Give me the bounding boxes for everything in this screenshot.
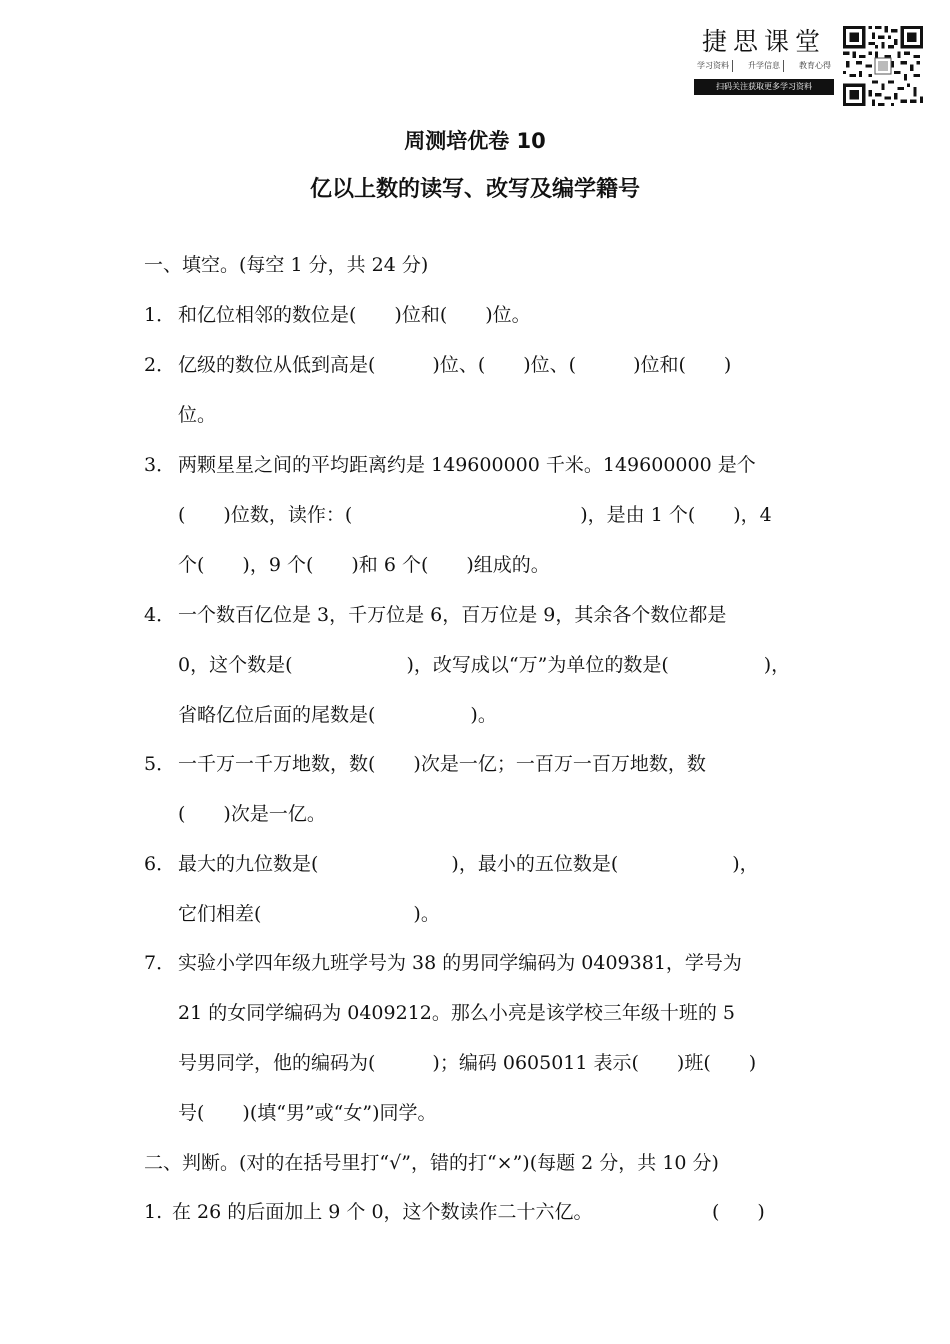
question-1-3-line-3: 个( )，9 个( )和 6 个( )组成的。 bbox=[178, 554, 550, 576]
qr-code-icon bbox=[843, 26, 923, 106]
brand-block bbox=[694, 26, 834, 95]
brand-tags bbox=[694, 60, 834, 72]
question-1-6 bbox=[144, 850, 759, 878]
question-text: 和亿位相邻的数位是( )位和( )位。 bbox=[178, 304, 531, 326]
question-1-4 bbox=[144, 601, 726, 629]
question-number: 4． bbox=[144, 604, 176, 626]
question-number: 2． bbox=[144, 354, 176, 376]
question-1-3-line-2: ( )位数，读作：( )，是由 1 个( )，4 bbox=[178, 504, 772, 526]
question-1-7-line-2: 21 的女同学编码为 0409212。那么小亮是该学校三年级十班的 5 bbox=[178, 1002, 736, 1024]
question-number: 3． bbox=[144, 454, 176, 476]
brand-tag-study: 学习资料 bbox=[694, 60, 733, 72]
question-1-4-line-3: 省略亿位后面的尾数是( )。 bbox=[178, 704, 497, 726]
question-1-5 bbox=[144, 750, 706, 778]
question-1-3 bbox=[144, 451, 756, 479]
brand-tag-admission: 升学信息 bbox=[745, 60, 784, 72]
question-number: 1. bbox=[144, 1201, 163, 1223]
question-number: 7． bbox=[144, 952, 176, 974]
question-1-7 bbox=[144, 949, 742, 977]
page-title: 周测培优卷 10 bbox=[404, 129, 546, 153]
question-1-4-line-2: 0，这个数是( )，改写成以“万”为单位的数是( )， bbox=[178, 654, 791, 676]
question-text: 一个数百亿位是 3，千万位是 6，百万位是 9，其余各个数位都是 bbox=[178, 604, 727, 626]
question-text: 实验小学四年级九班学号为 38 的男同学编码为 0409381，学号为 bbox=[178, 952, 742, 974]
question-1-5-line-2: ( )次是一亿。 bbox=[178, 803, 326, 825]
question-number: 1． bbox=[144, 304, 176, 326]
question-number: 5． bbox=[144, 753, 176, 775]
section-1-heading: 一、填空。(每空 1 分，共 24 分) bbox=[144, 254, 429, 276]
page-subtitle: 亿以上数的读写、改写及编学籍号 bbox=[309, 177, 640, 202]
question-text: 两颗星星之间的平均距离约是 149600000 千米。149600000 是个 bbox=[178, 454, 756, 476]
brand-banner: 扫码关注获取更多学习资料 bbox=[694, 79, 834, 95]
brand-name: 捷思课堂 bbox=[701, 27, 826, 56]
question-text: 最大的九位数是( )，最小的五位数是( )， bbox=[178, 853, 759, 875]
question-1-7-line-3: 号男同学，他的编码为( )；编码 0605011 表示( )班( ) bbox=[178, 1052, 757, 1074]
question-text: 亿级的数位从低到高是( )位、( )位、( )位和( ) bbox=[178, 354, 732, 376]
question-number: 6． bbox=[144, 853, 176, 875]
question-1-7-line-4: 号( )(填“男”或“女”)同学。 bbox=[178, 1102, 437, 1124]
answer-bracket: ( ) bbox=[712, 1201, 765, 1223]
question-1-1 bbox=[144, 301, 531, 329]
section-2-heading: 二、判断。(对的在括号里打“√”，错的打“×”)(每题 2 分，共 10 分) bbox=[144, 1152, 719, 1174]
question-text: 一千万一千万地数，数( )次是一亿；一百万一百万地数，数 bbox=[178, 753, 706, 775]
question-text: 在 26 的后面加上 9 个 0，这个数读作二十六亿。 bbox=[172, 1201, 593, 1223]
brand-tag-education: 教育心得 bbox=[799, 61, 831, 70]
question-2-1 bbox=[144, 1198, 593, 1226]
question-1-2 bbox=[144, 351, 731, 379]
question-1-2-line-2: 位。 bbox=[178, 404, 217, 426]
question-1-6-line-2: 它们相差( )。 bbox=[178, 903, 440, 925]
